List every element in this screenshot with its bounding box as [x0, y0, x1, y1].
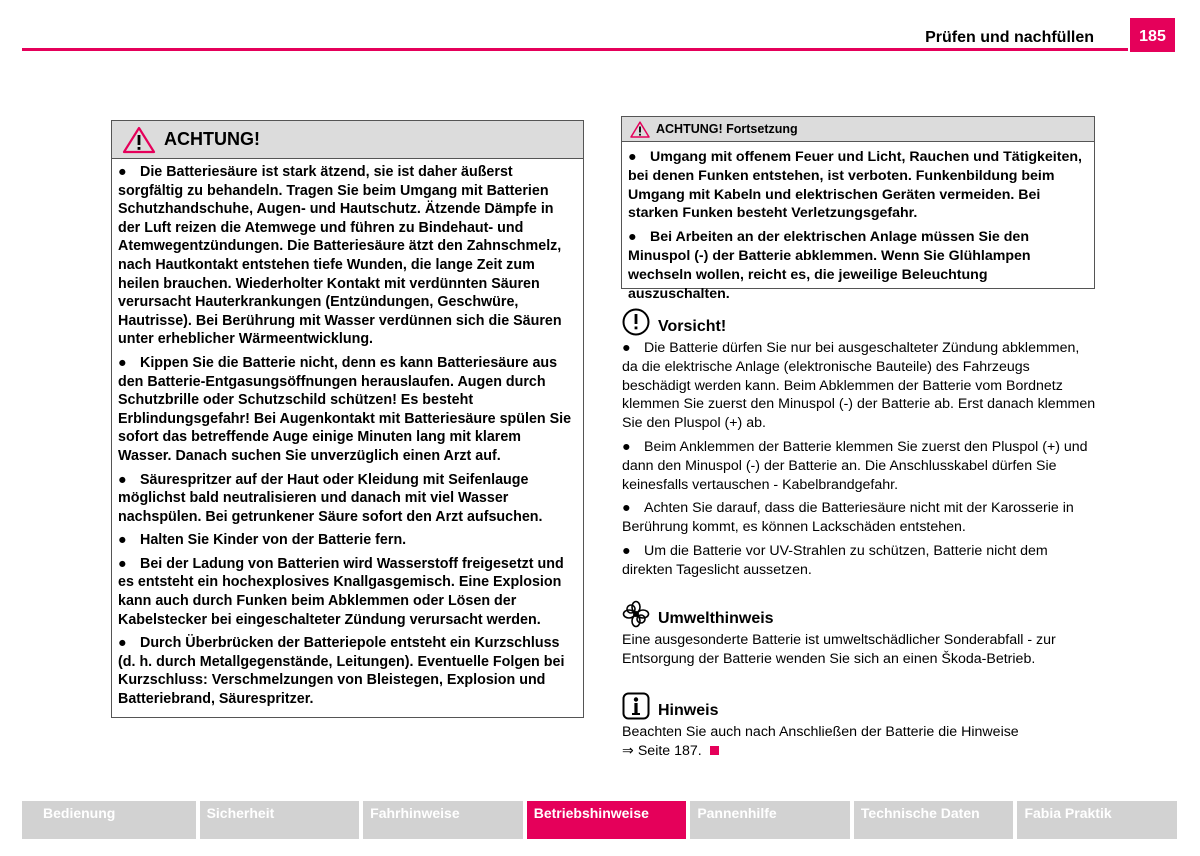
bullet-icon: ● — [118, 532, 127, 549]
environment-header — [622, 596, 1097, 628]
arrow-icon: ⇒ — [622, 742, 634, 759]
warning-continued-header — [622, 117, 1094, 142]
list-item: ● Bei Arbeiten an der elektrischen Anlage müssen Sie den Minuspol (-) der Batterie abklemmen. Wenn Sie Glühlampen wechseln wollen, reicht es, die jeweilige Beleuchtung auszuschalten. — [628, 229, 1031, 302]
header-rule — [22, 48, 1128, 51]
page-link[interactable]: Seite 187. — [637, 742, 702, 759]
tab-sicherheit[interactable]: Sicherheit — [200, 801, 360, 839]
bullet-icon: ● — [118, 555, 127, 572]
list-item: ● Die Batteriesäure ist stark ätzend, sie ist daher äußerst sorgfältig zu behandeln. Tragen Sie beim Umgang mit Batterien Schutzhandschuhe, Augen- und Hautschutz. Ätzende Dämpfe in der Luft reizen die Atemwege und führen zu Bindehaut- und Atemwegentzündungen. Die Batteriesäure ätzt den Zahnschmelz, nach Hautkontakt entstehen tiefe Wunden, die lange Zeit zum heilen brauchen. Wiederholter Kontakt mit verdünnten Säuren verursacht Hauterkrankungen (Entzündungen, Geschwüre, Hautrisse). Bei Berührung mit Wasser verdünnen sich die Säuren unter erheblicher Wärmeentwicklung. — [118, 164, 562, 348]
list-item: ● Kippen Sie die Batterie nicht, denn es kann Batteriesäure aus den Batterie-Entgasungsöffnungen herauslaufen. Augen durch Schutzbrille oder Schutzschild schützen! Es besteht Erblindungsgefahr! Bei Augenkontakt mit Batteriesäure spülen Sie sofort das betreffende Auge einige Minuten lang mit klarem Wasser. Danach suchen Sie unverzüglich einen Arzt auf. — [118, 354, 572, 464]
note-title: Hinweis — [658, 702, 719, 719]
note-text: Beachten Sie auch nach Anschließen der Batterie die Hinweise — [622, 724, 1019, 740]
exclamation-circle-icon — [622, 308, 650, 336]
tab-pannenhilfe[interactable]: Pannenhilfe — [690, 801, 850, 839]
list-item: ● Säurespritzer auf der Haut oder Kleidung mit Seifenlauge möglichst bald neutralisieren und danach mit viel Wasser nachspülen. Bei getrunkener Säure sofort den Arzt aufsuchen. — [118, 471, 543, 525]
caution-section — [622, 304, 1097, 585]
environment-text: Eine ausgesonderte Batterie ist umweltschädlicher Sonderabfall - zur Entsorgung der Batterie wenden Sie sich an einen Škoda-Betrieb. — [622, 632, 1056, 667]
tab-bedienung[interactable]: Bedienung — [22, 801, 196, 839]
bullet-icon: ● — [118, 635, 127, 652]
caution-header — [622, 304, 1097, 336]
note-header — [622, 688, 1097, 720]
environment-body — [622, 631, 1097, 669]
list-item: ● Die Batterie dürfen Sie nur bei ausgeschalteter Zündung abklemmen, da die elektrische Anlage (elektronische Bauteile) des Fahrzeugs beschädigt werden kann. Beim Abklemmen der Batterie vom Bordnetz klemmen Sie zuerst den Minuspol (-) der Batterie ab. Erst danach klemmen Sie den Pluspol (+) ab. — [622, 340, 1096, 432]
bullet-icon: ● — [622, 542, 631, 559]
warning-continued-body — [622, 142, 1094, 303]
page-title: Prüfen und nachfüllen — [925, 29, 1094, 46]
list-item: ● Bei der Ladung von Batterien wird Wasserstoff freigesetzt und es entsteht ein hochexplosives Knallgasgemisch. Eine Explosion kann auch durch Funken beim Abklemmen oder Lösen der Kabelstecker bei eingeschalteter Zündung verursacht werden. — [118, 555, 564, 628]
caution-body — [622, 339, 1097, 580]
warning-triangle-icon — [630, 121, 650, 138]
tab-technische-daten[interactable]: Technische Daten — [854, 801, 1014, 839]
tab-betriebshinweise[interactable]: Betriebshinweise — [527, 801, 687, 839]
list-item: ● Um die Batterie vor UV-Strahlen zu schützen, Batterie nicht dem direkten Tageslicht aussetzen. — [622, 542, 1048, 578]
page-number: 185 — [1130, 18, 1175, 52]
warning-box — [111, 120, 584, 718]
environment-section — [622, 596, 1097, 674]
list-item: ● Halten Sie Kinder von der Batterie fern. — [118, 532, 407, 549]
list-item: ● Beim Anklemmen der Batterie klemmen Sie zuerst den Pluspol (+) und dann den Minuspol (-) der Batterie an. Die Anschlusskabel dürfen Sie keinesfalls vertauschen - Kabelbrandgefahr. — [622, 438, 1088, 493]
tab-fabia-praktik[interactable]: Fabia Praktik — [1017, 801, 1177, 839]
caution-title: Vorsicht! — [658, 318, 727, 335]
bullet-icon: ● — [118, 471, 127, 488]
warning-header — [112, 121, 583, 159]
tab-fahrhinweise[interactable]: Fahrhinweise — [363, 801, 523, 839]
bullet-icon: ● — [628, 149, 637, 165]
chapter-nav — [22, 801, 1177, 839]
warning-body — [112, 159, 583, 709]
flower-icon — [622, 600, 650, 628]
bullet-icon: ● — [622, 438, 631, 455]
list-item: ● Durch Überbrücken der Batteriepole entsteht ein Kurzschluss (d. h. durch Metallgegenstände, Leitungen). Eventuelle Folgen bei Kurzschluss: Verschmelzungen von Bleistegen, Explosion und Batteriebrand, Säurespritzer. — [118, 635, 565, 708]
warning-triangle-icon — [122, 126, 156, 154]
section-end-icon — [710, 746, 719, 755]
bullet-icon: ● — [622, 500, 631, 517]
note-section — [622, 688, 1097, 761]
note-reference — [622, 742, 1097, 761]
list-item: ● Achten Sie darauf, dass die Batteriesäure nicht mit der Karosserie in Berührung kommt, es können Lackschäden entstehen. — [622, 500, 1074, 536]
note-body — [622, 723, 1097, 761]
warning-title: ACHTUNG! — [164, 129, 260, 149]
info-icon — [622, 692, 650, 720]
warning-continued-box — [621, 116, 1095, 302]
environment-title: Umwelthinweis — [658, 610, 774, 627]
list-item: ● Umgang mit offenem Feuer und Licht, Rauchen und Tätigkeiten, bei denen Funken entstehen, ist verboten. Funkenbildung beim Umgang mit Kabeln und elektrischen Geräten vermeiden. Bei starken Funken besteht Verletzungsgefahr. — [628, 149, 1082, 222]
warning-continued-title: ACHTUNG! Fortsetzung — [656, 122, 798, 136]
bullet-icon: ● — [622, 340, 631, 356]
bullet-icon: ● — [118, 354, 127, 371]
bullet-icon: ● — [628, 229, 637, 246]
bullet-icon: ● — [118, 164, 127, 180]
